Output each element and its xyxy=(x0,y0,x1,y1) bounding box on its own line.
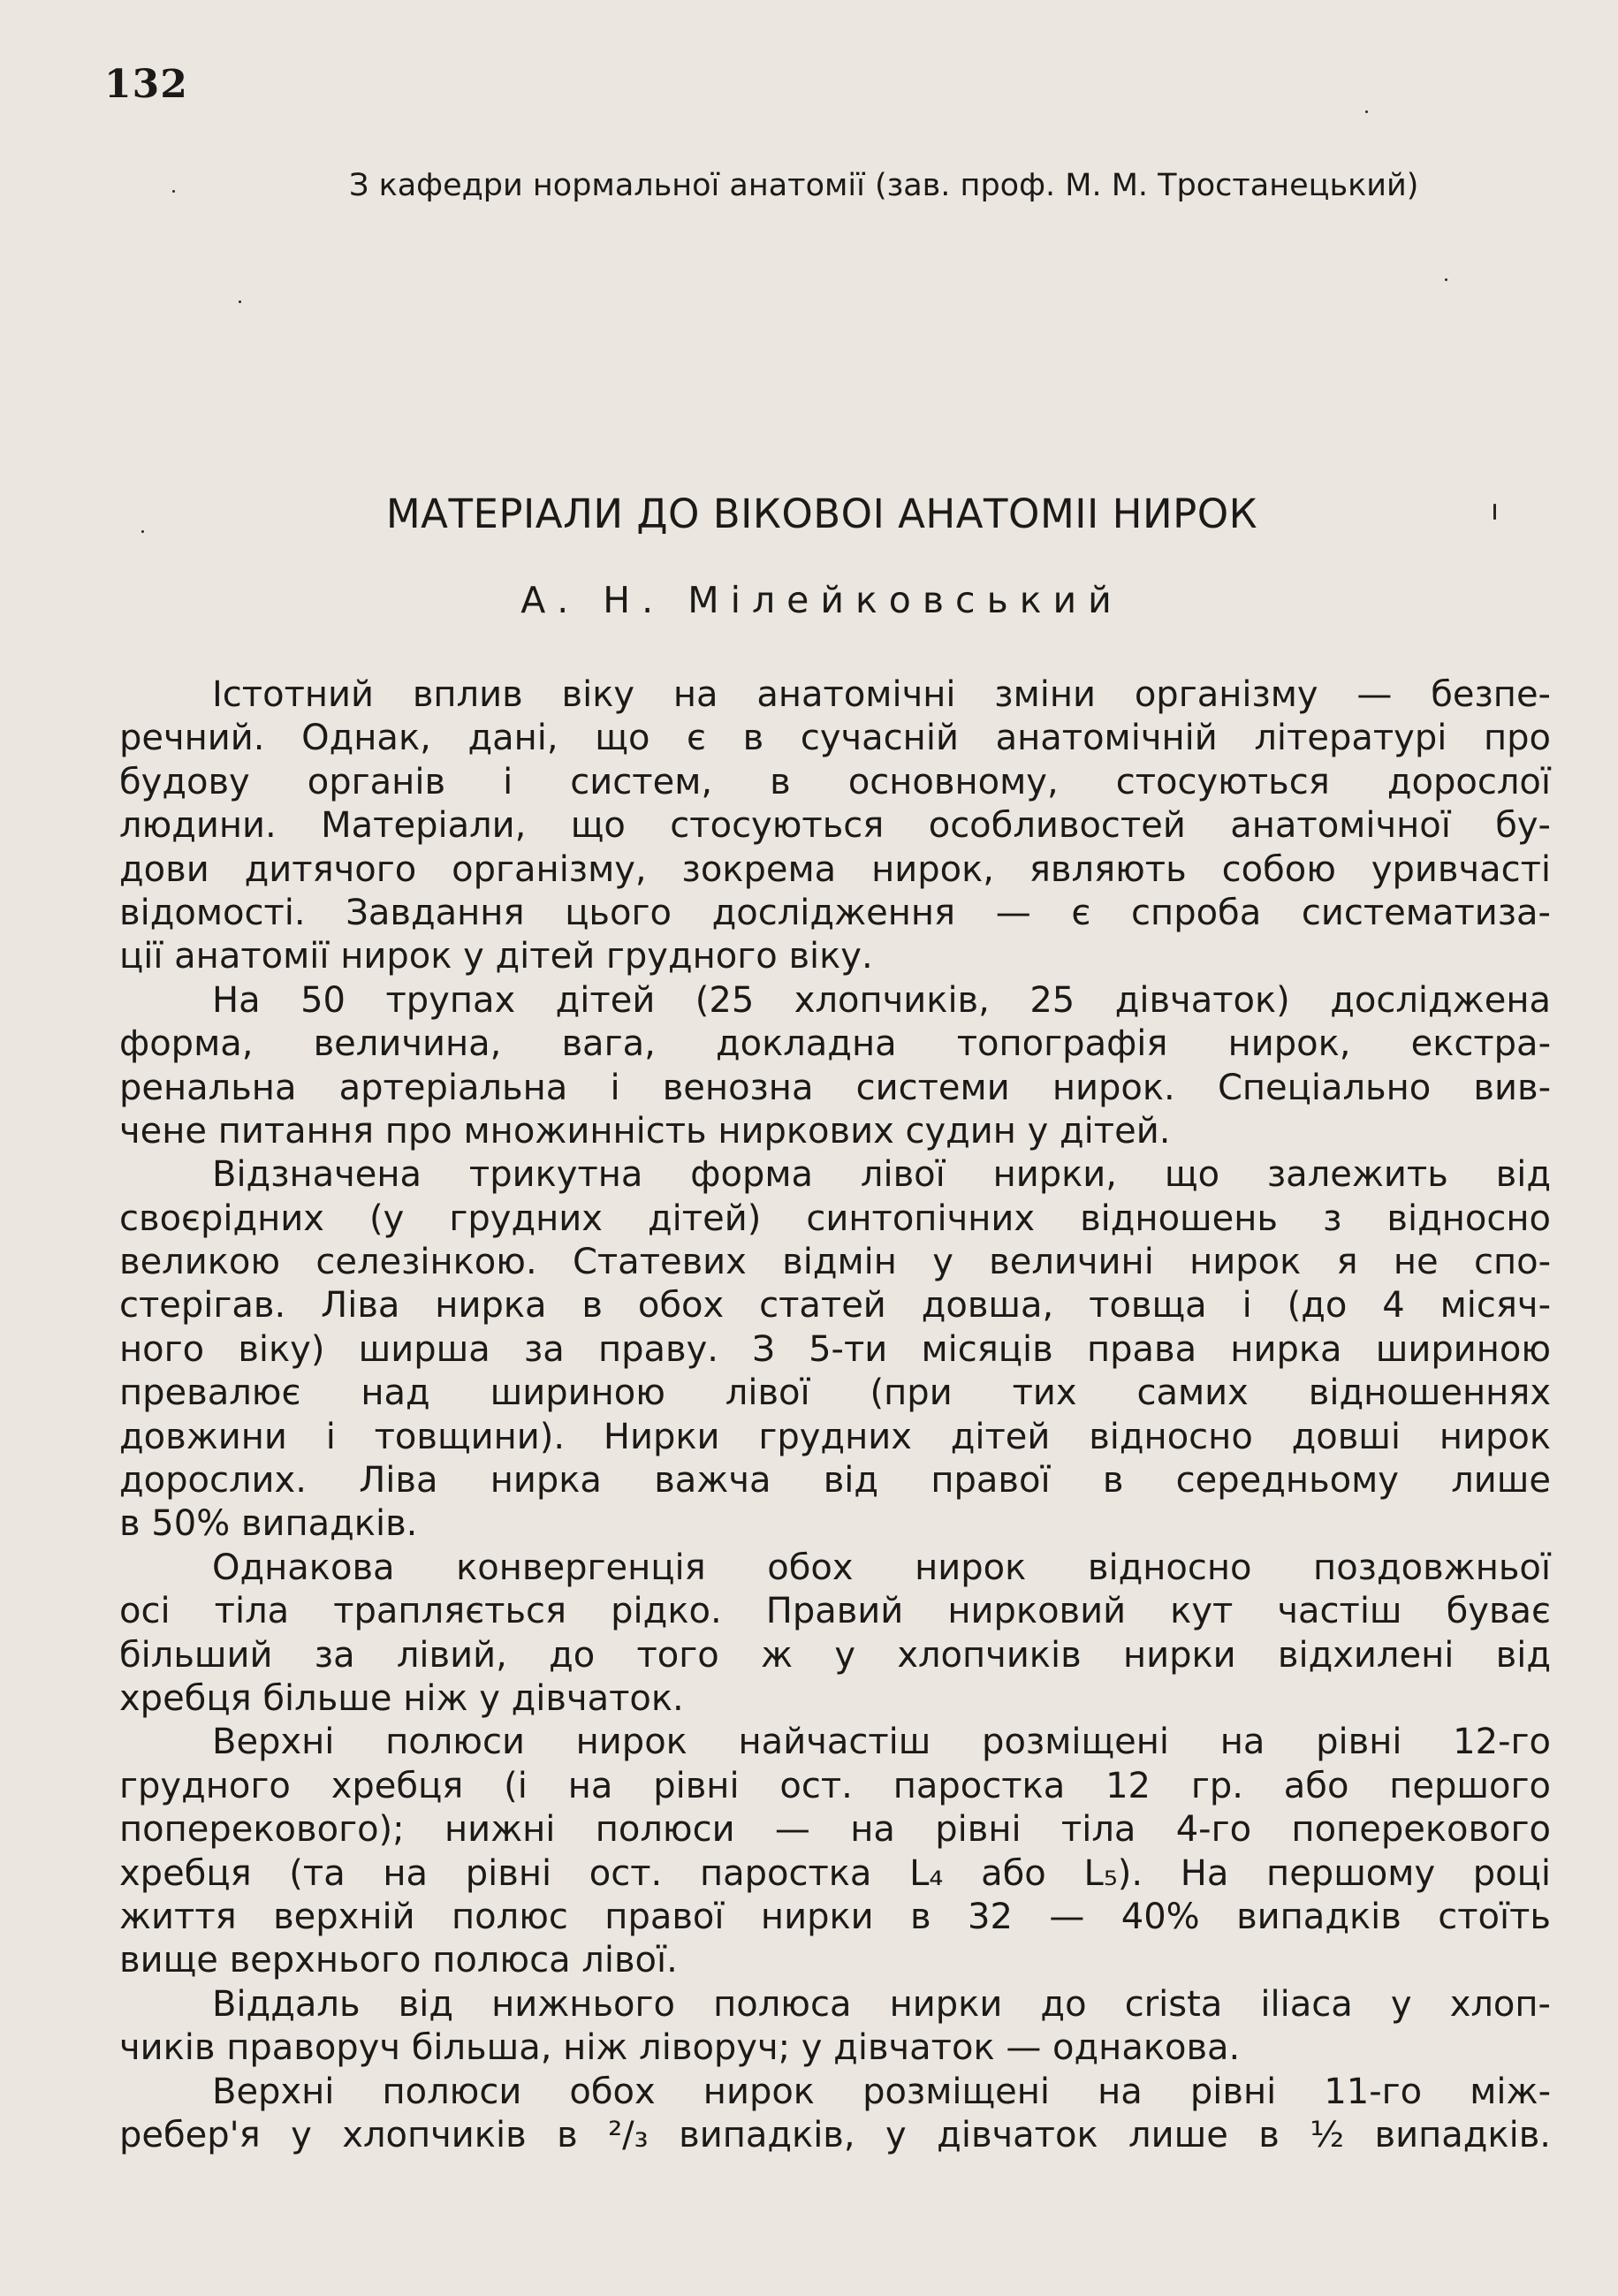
scan-speck xyxy=(239,300,241,303)
page-number: 132 xyxy=(104,62,188,107)
scan-speck xyxy=(1445,278,1447,281)
body-text-line: Віддаль від нижнього полюса нирки до crista iliaca у хлоп- xyxy=(212,1983,1551,2025)
body-text-line: будову органів і систем, в основному, стосуються дорослої xyxy=(119,761,1551,802)
body-text-line: вище верхнього полюса лівої. xyxy=(119,1940,678,1981)
body-text-line: дови дитячого організму, зокрема нирок, являють собою уривчасті xyxy=(119,848,1551,890)
body-text-line: більший за лівий, до того ж у хлопчиків нирки відхилені від xyxy=(119,1634,1551,1676)
article-body xyxy=(119,673,1551,2157)
body-text-line: поперекового); нижні полюси — на рівні тіла 4-го поперекового xyxy=(119,1809,1551,1851)
body-text-line: ребер'я у хлопчиків в ²/₃ випадків, у дівчаток лише в ½ випадків. xyxy=(119,2114,1551,2155)
scan-speck xyxy=(172,190,175,193)
body-text-line: великою селезінкою. Статевих відмін у величині нирок я не спо- xyxy=(119,1242,1551,1283)
body-text-line: ції анатомії нирок у дітей грудного віку. xyxy=(119,936,873,977)
article-title: МАТЕРІАЛИ ДО ВІКОВОІ АНАТОМІІ НИРОК xyxy=(385,490,1258,537)
body-text-line: ного віку) ширша за праву. З 5-ти місяців права нирка шириною xyxy=(119,1328,1551,1370)
body-text-line: хребця більше ніж у дівчаток. xyxy=(119,1677,684,1719)
body-text-line: осі тіла трапляється рідко. Правий нирковий кут частіш буває xyxy=(119,1591,1551,1632)
scan-speck xyxy=(1365,110,1368,113)
article-author: А. Н. Мілейковський xyxy=(520,579,1123,621)
body-text-line: довжини і товщини). Нирки грудних дітей відносно довші нирок xyxy=(119,1416,1551,1457)
body-text-line: Однакова конвергенція обох нирок відносно поздовжньої xyxy=(212,1547,1551,1588)
body-text-line: грудного хребця (і на рівні ост. паростка 12 гр. або першого xyxy=(119,1765,1551,1806)
body-text-line: чене питання про множинність ниркових судин у дітей. xyxy=(119,1110,1171,1152)
body-text-line: чиків праворуч більша, ніж ліворуч; у дівчаток — однакова. xyxy=(119,2027,1241,2069)
body-text-line: життя верхній полюс правої нирки в 32 — 40% випадків стоїть xyxy=(119,1896,1551,1937)
body-text-line: ренальна артеріальна і венозна системи нирок. Спеціально вив- xyxy=(119,1067,1551,1108)
body-text-line: в 50% випадків. xyxy=(119,1503,418,1545)
body-text-line: превалює над шириною лівої (при тих самих відношеннях xyxy=(119,1372,1551,1414)
body-text-line: стерігав. Ліва нирка в обох статей довша, товща і (до 4 місяч- xyxy=(119,1285,1551,1327)
affiliation-line: З кафедри нормальної анатомії (зав. проф. М. М. Тростанецький) xyxy=(349,168,1419,203)
body-text-line: Відзначена трикутна форма лівої нирки, що залежить від xyxy=(212,1154,1551,1196)
scan-speck xyxy=(141,530,144,533)
body-text-line: На 50 трупах дітей (25 хлопчиків, 25 дівчаток) досліджена xyxy=(212,979,1551,1021)
body-text-line: Верхні полюси обох нирок розміщені на рівні 11-го між- xyxy=(212,2071,1551,2112)
body-text-line: Верхні полюси нирок найчастіш розміщені на рівні 12-го xyxy=(212,1722,1551,1763)
body-text-line: речний. Однак, дані, що є в сучасній анатомічній літературі про xyxy=(119,718,1551,759)
body-text-line: Істотний вплив віку на анатомічні зміни організму — безпе- xyxy=(212,674,1551,715)
body-text-line: дорослих. Ліва нирка важча від правої в середньому лише xyxy=(119,1460,1551,1502)
body-text-line: хребця (та на рівні ост. паростка L₄ або L₅). На першому році xyxy=(119,1852,1551,1894)
scan-speck xyxy=(1493,504,1496,520)
body-text-line: відомості. Завдання цього дослідження — є спроба систематиза- xyxy=(119,892,1551,933)
body-text-line: своєрідних (у грудних дітей) синтопічних відношень з відносно xyxy=(119,1197,1551,1239)
body-text-line: людини. Матеріали, що стосуються особливостей анатомічної бу- xyxy=(119,805,1551,847)
body-text-line: форма, величина, вага, докладна топографія нирок, екстра- xyxy=(119,1023,1551,1065)
